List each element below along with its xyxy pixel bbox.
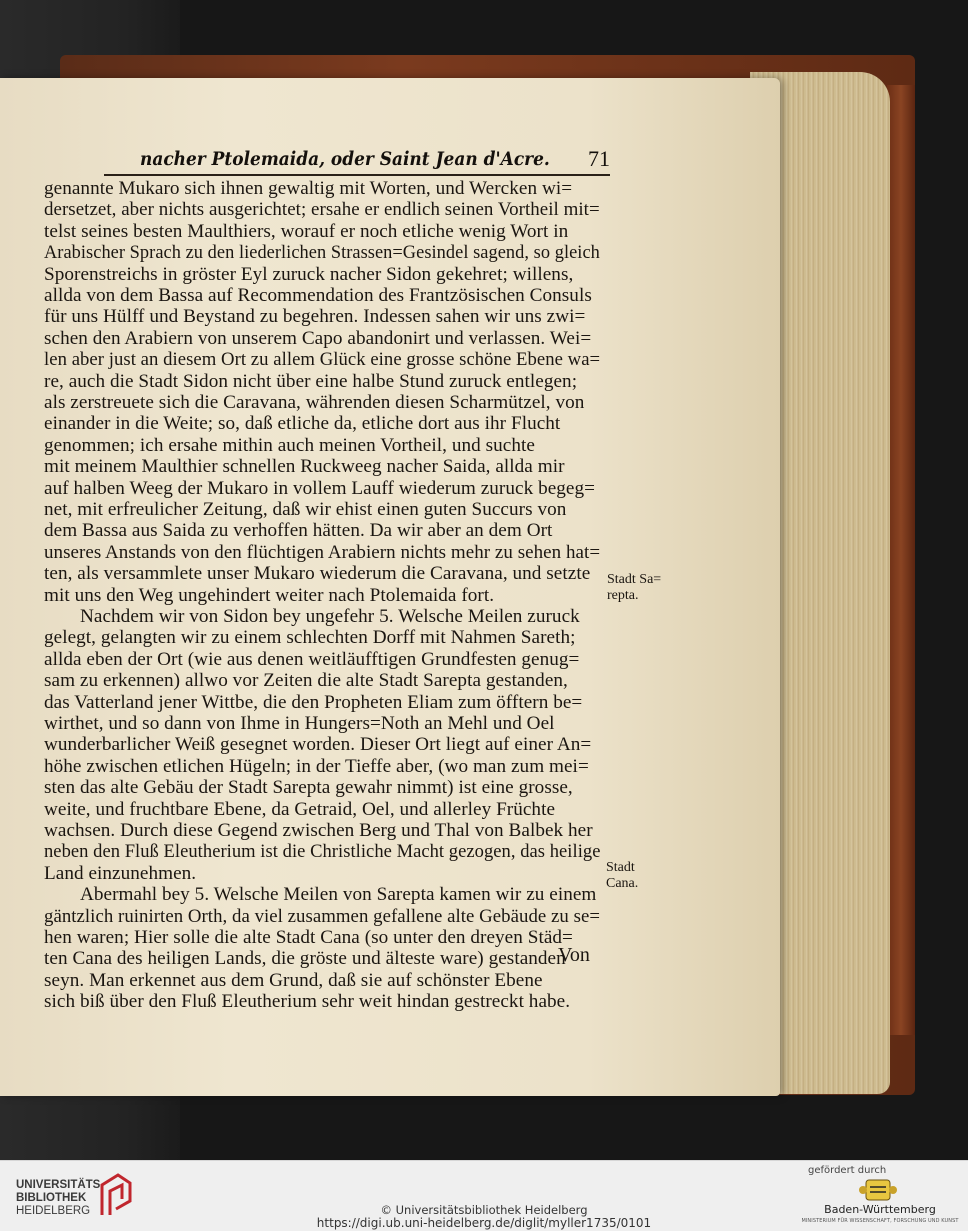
text-line: gelegt, gelangten wir zu einem schlechten Dorff mit Nahmen Sareth; xyxy=(44,627,576,649)
text-line: dem Bassa aus Saida zu verhoffen hätten. Da wir aber an dem Ort xyxy=(44,520,553,542)
text-line: genannte Mukaro sich ihnen gewaltig mit Worten, und Wercken wi= xyxy=(44,178,573,199)
sponsor-name: Baden-Württemberg xyxy=(824,1203,936,1216)
text-line: Land einzunehmen. xyxy=(44,862,197,884)
text-line: Nachdem wir von Sidon bey ungefehr 5. Welsche Meilen zuruck xyxy=(80,606,580,627)
text-line: allda eben der Ort (wie aus denen weitläufftigen Grundfesten genug= xyxy=(44,648,580,670)
text-line: sich biß über den Fluß Eleutherium sehr weit hindan gestreckt habe. xyxy=(44,991,571,1013)
text-line: Abermahl bey 5. Welsche Meilen von Sarepta kamen wir zu einem xyxy=(80,884,597,906)
text-line: neben den Fluß Eleutherium ist die Christliche Macht gezogen, das heilige xyxy=(44,841,601,863)
text-line: das Vatterland jener Wittbe, die den Propheten Eliam zum öfftern be= xyxy=(44,691,583,713)
margin-note-line: Stadt xyxy=(606,860,635,875)
text-line: Arabischer Sprach zu den liederlichen Strassen=Gesindel sagend, so gleich xyxy=(44,242,600,264)
text-line: mit uns den Weg ungehindert weiter nach Ptolemaida fort. xyxy=(44,584,495,606)
margin-note-sarepta xyxy=(607,572,661,604)
library-name-line: HEIDELBERG xyxy=(16,1205,91,1217)
text-line: unseres Anstands von den flüchtigen Arabiern nichts mehr zu sehen hat= xyxy=(44,541,601,563)
header-rule xyxy=(104,174,610,176)
text-line: dersetzet, aber nichts ausgerichtet; ersahe er endlich seinen Vortheil mit= xyxy=(44,199,600,221)
text-line: schen den Arabiern von unserem Capo abandonirt und verlassen. Wei= xyxy=(44,327,592,349)
margin-note-line: repta. xyxy=(607,588,639,603)
sponsor-subtitle: MINISTERIUM FÜR WISSENSCHAFT, FORSCHUNG UND KUNST xyxy=(801,1218,959,1224)
copyright-text: © Universitätsbibliothek Heidelberg xyxy=(380,1203,588,1217)
sponsor-label: gefördert durch xyxy=(808,1165,887,1176)
text-line: hen waren; Hier solle die alte Stadt Cana (so unter den dreyen Städ= xyxy=(44,927,573,948)
text-line: len aber just an diesem Ort zu allem Glück eine grosse schöne Ebene wa= xyxy=(44,349,601,371)
text-line: seyn. Man erkennet aus dem Grund, daß sie auf schönster Ebene xyxy=(44,969,543,991)
text-line: für uns Hülff und Beystand zu begehren. Indessen sahen wir uns zwi= xyxy=(44,306,586,328)
running-header xyxy=(140,148,610,174)
text-line: höhe zwischen etlichen Hügeln; in der Tieffe aber, (wo man zum mei= xyxy=(44,755,589,777)
text-line: Sporenstreichs in gröster Eyl zuruck nacher Sidon gekehret; willens, xyxy=(44,263,574,285)
text-line: ten, als versammlete unser Mukaro wiederum die Caravana, und setzte xyxy=(44,563,591,585)
text-line: sam zu erkennen) allwo vor Zeiten die alte Stadt Sarepta gestanden, xyxy=(44,670,568,692)
page-number: 71 xyxy=(588,146,610,171)
text-line: re, auch die Stadt Sidon nicht über eine halbe Stund zuruck entlegen; xyxy=(44,370,578,392)
permalink[interactable]: https://digi.ub.uni-heidelberg.de/diglit/myller1735/0101 xyxy=(316,1216,652,1230)
header-title: nacher Ptolemaida, oder Saint Jean d'Acre. xyxy=(140,148,550,170)
text-line: telst seines besten Maulthiers, worauf er noch etliche wenig Wort in xyxy=(44,220,569,242)
state-crest-icon xyxy=(858,1177,898,1203)
catchword: Von xyxy=(558,944,590,966)
text-line: gäntzlich ruinirten Orth, da viel zusammen gefallene alte Gebäude zu se= xyxy=(44,905,600,927)
library-name-line: UNIVERSITÄTS- xyxy=(16,1179,105,1191)
text-line: wirthet, und so dann von Ihme in Hungers=Noth an Mehl und Oel xyxy=(44,713,555,734)
margin-note-line: Cana. xyxy=(606,876,639,891)
text-line: wunderbarlicher Weiß gesegnet worden. Dieser Ort liegt auf einer An= xyxy=(44,734,592,756)
footer-bar xyxy=(0,1160,968,1231)
text-line: mit meinem Maulthier schnellen Ruckweeg nacher Saida, allda mir xyxy=(44,456,565,478)
margin-note-cana xyxy=(606,860,638,892)
margin-note-line: Stadt Sa= xyxy=(607,572,662,587)
library-name-line: BIBLIOTHEK xyxy=(16,1192,87,1204)
text-line: allda von dem Bassa auf Recommendation des Frantzösischen Consuls xyxy=(44,285,592,306)
text-line: net, mit erfreulicher Zeitung, daß wir ehist einen guten Succurs von xyxy=(44,499,567,520)
text-line: wachsen. Durch diese Gegend zwischen Berg und Thal von Balbek her xyxy=(44,820,593,841)
text-line: ten Cana des heiligen Lands, die gröste und älteste ware) gestanden xyxy=(44,948,566,970)
text-line: als zerstreuete sich die Caravana, währenden diesen Scharmützel, von xyxy=(44,392,585,413)
text-line: genommen; ich ersahe mithin auch meinen Vortheil, und suchte xyxy=(44,434,535,456)
text-line: auf halben Weeg der Mukaro in vollem Lauff wiederum zuruck begeg= xyxy=(44,477,596,499)
text-line: einander in die Weite; so, daß etliche da, etliche dort aus ihr Flucht xyxy=(44,413,561,435)
text-line: sten das alte Gebäu der Stadt Sarepta gewahr nimmt) ist eine grosse, xyxy=(44,777,573,799)
text-line: weite, und fruchtbare Ebene, da Getraid, Oel, und allerley Früchte xyxy=(44,798,556,820)
